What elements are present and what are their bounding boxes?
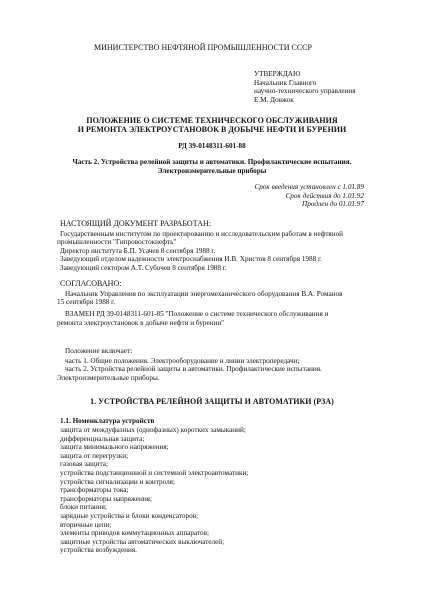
- list-item: блоки питания;: [60, 503, 107, 512]
- list-item: вторичные цепи;: [60, 520, 112, 529]
- developed-heading: НАСТОЯЩИЙ ДОКУМЕНТ РАЗРАБОТАН:: [60, 219, 211, 228]
- includes-part: часть 2. Устройства релейной защиты и автоматики. Профилактические испытания.: [65, 365, 322, 374]
- list-item: защитные устройства автоматических выключателей;: [60, 537, 225, 546]
- part-line: Электроизмерительные приборы: [157, 166, 267, 175]
- agreed-line: Начальник Управления по эксплуатации энергомеханического оборудования В.А. Романов: [65, 289, 343, 298]
- approve-line: Начальник Главного: [254, 78, 317, 87]
- list-item: трансформаторы напряжения;: [60, 494, 152, 503]
- agreed-heading: СОГЛАСОВАНО:: [60, 279, 122, 288]
- developed-person: Директор института Б.П. Усачев 8 сентября 1988 г.: [60, 246, 216, 255]
- title-line: И РЕМОНТА ЭЛЕКТРОУСТАНОВОК В ДОБЫЧЕ НЕФТИ И БУРЕНИИ: [77, 125, 347, 134]
- list-item: устройства сигнализации и контроля;: [60, 477, 175, 486]
- agreed-line: 15 сентября 1988 г.: [57, 298, 116, 307]
- subsection-heading: 1.1. Номенклатура устройств: [60, 417, 155, 425]
- replaces-line: ремонта электроустановок в добыче нефти и бурении": [57, 318, 225, 327]
- developed-person: Заведующий сектором А.Т. Субочев 8 сентября 1988 г.: [60, 263, 227, 272]
- list-item: зарядные устройства и блоки конденсаторов;: [60, 511, 199, 520]
- list-item: трансформаторы тока;: [60, 486, 129, 495]
- approve-block: [254, 70, 356, 104]
- document-title: [0, 116, 424, 134]
- list-item: защита от междуфазных (однофазных) коротких замыканий;: [60, 426, 246, 434]
- developed-person: Заведующий отделом надежности электроснабжения И.В. Христов 8 сентября 1988 г.: [60, 255, 322, 264]
- developed-org-line: Государственным институтом по проектированию и исследовательским работам в нефтяной: [60, 229, 344, 238]
- list-item: элементы приводов коммутационных аппаратов;: [60, 529, 210, 538]
- replaces-line: ВЗАМЕН РД 39-0148311-601-85 "Положение о системе технического обслуживания и: [65, 310, 329, 318]
- section-heading: 1. УСТРОЙСТВА РЕЛЕЙНОЙ ЗАЩИТЫ И АВТОМАТИКИ (РЗА): [90, 397, 334, 406]
- list-item: устройства возбуждения.: [60, 546, 137, 555]
- approve-title: УТВЕРЖДАЮ: [254, 70, 301, 78]
- title-line: ПОЛОЖЕНИЕ О СИСТЕМЕ ТЕХНИЧЕСКОГО ОБСЛУЖИВАНИЯ: [86, 116, 338, 125]
- developed-block: [57, 219, 344, 273]
- term-line: Срок введения установлен с 1.01.89: [254, 183, 364, 191]
- document-code: РД 39-0148311-601-88: [178, 142, 246, 150]
- ministry-header: МИНИСТЕРСТВО НЕФТЯНОЙ ПРОМЫШЛЕННОСТИ СССР: [94, 43, 312, 52]
- replaces-block: [57, 310, 329, 327]
- includes-part: часть 1. Общие положения. Электрооборудование и линии электропередачи;: [65, 356, 300, 365]
- list-item: защита от перегрузки;: [60, 451, 129, 460]
- includes-part: Электроизмерительные приборы.: [57, 373, 160, 382]
- list-item: устройства подстанционной и системной электроавтоматики;: [60, 468, 249, 477]
- part-line: Часть 2. Устройства релейной защиты и автоматики. Профилактические испытания.: [72, 158, 352, 166]
- approve-line: Е.М. Довжок: [254, 95, 294, 104]
- term-line: Продлен до 01.01.97: [302, 200, 364, 209]
- includes-heading: Положение включает:: [65, 347, 133, 355]
- agreed-block: [57, 279, 343, 307]
- list-item: дифференциальная защита;: [60, 434, 145, 443]
- validity-terms: [254, 183, 364, 209]
- document-part: [0, 158, 424, 175]
- developed-org-line: промышленности "Гипровостокнефть": [57, 238, 177, 247]
- term-line: Срок действия до 1.01.92: [285, 191, 364, 200]
- includes-block: [57, 347, 322, 382]
- device-list: [60, 426, 248, 555]
- approve-line: научно-технического управления: [254, 87, 356, 96]
- list-item: защита минимального напряжения;: [60, 443, 169, 452]
- list-item: газовая защита;: [60, 460, 108, 469]
